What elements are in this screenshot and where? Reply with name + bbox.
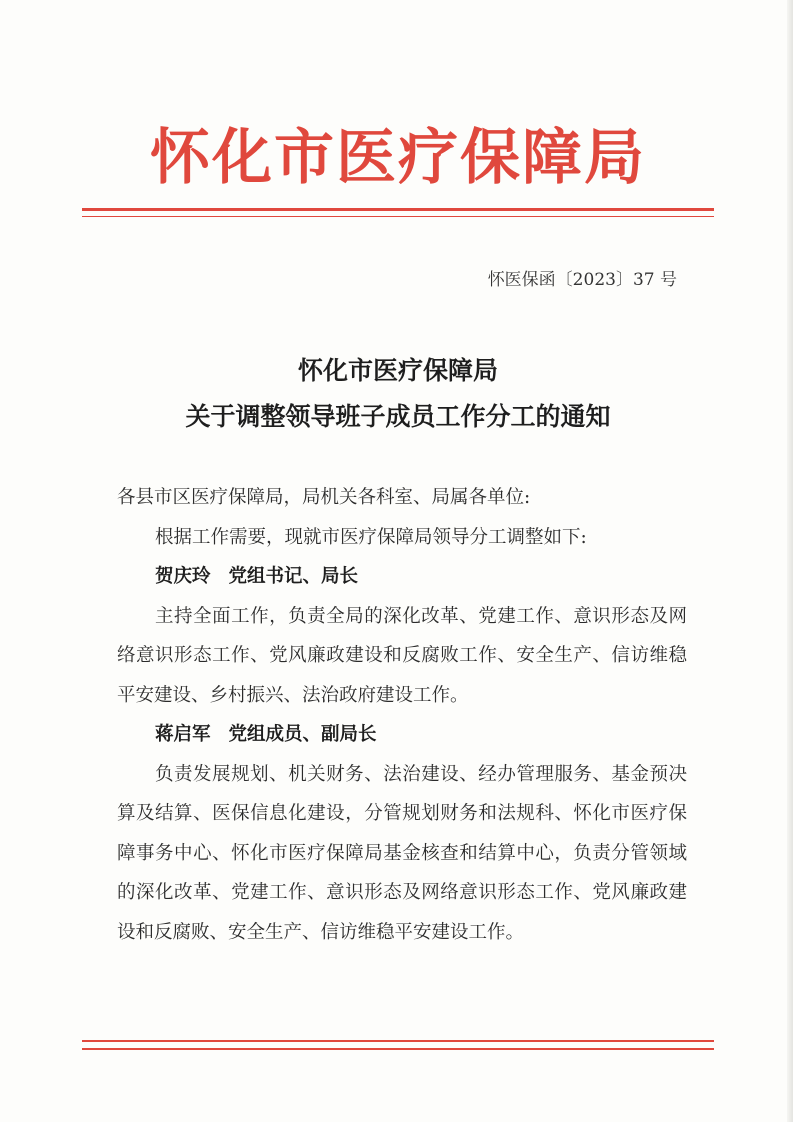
footer-rule-bottom [82, 1048, 714, 1050]
leader-name: 贺庆玲 [155, 566, 211, 587]
document-body [117, 478, 687, 952]
footer-rule-top [82, 1040, 714, 1042]
scan-edge [787, 0, 793, 1122]
leader-name: 蒋启军 [155, 724, 211, 745]
letterhead-org-name: 怀化市医疗保障局 [150, 123, 646, 193]
title-line-2: 关于调整领导班子成员工作分工的通知 [185, 402, 611, 431]
letterhead-thick-rule [82, 208, 714, 211]
leader-heading [117, 557, 687, 597]
leader-position: 党组成员、副局长 [228, 724, 377, 745]
title-line-1: 怀化市医疗保障局 [297, 356, 498, 385]
leader-duties: 主持全面工作，负责全局的深化改革、党建工作、意识形态及网络意识形态工作、党风廉政建设和反腐败工作、安全生产、信访维稳平安建设、乡村振兴、法治政府建设工作。 [117, 605, 687, 706]
leader-heading [117, 715, 687, 755]
leader-duties: 负责发展规划、机关财务、法治建设、经办管理服务、基金预决算及结算、医保信息化建设，分管规划财务和法规科、怀化市医疗保障事务中心、怀化市医疗保障局基金核查和结算中心，负责分管领域的深化改革、党建工作、意识形态及网络意识形态工作、党风廉政建设和反腐败、安全生产、信访维稳平安建设工作。 [117, 763, 687, 943]
document-number: 怀医保函〔2023〕37 号 [487, 270, 677, 290]
letterhead-thin-rule [82, 216, 714, 217]
salutation: 各县市区医疗保障局，局机关各科室、局属各单位: [117, 487, 531, 508]
intro-paragraph: 根据工作需要，现就市医疗保障局领导分工调整如下: [155, 526, 587, 548]
leader-position: 党组书记、局长 [228, 566, 359, 587]
